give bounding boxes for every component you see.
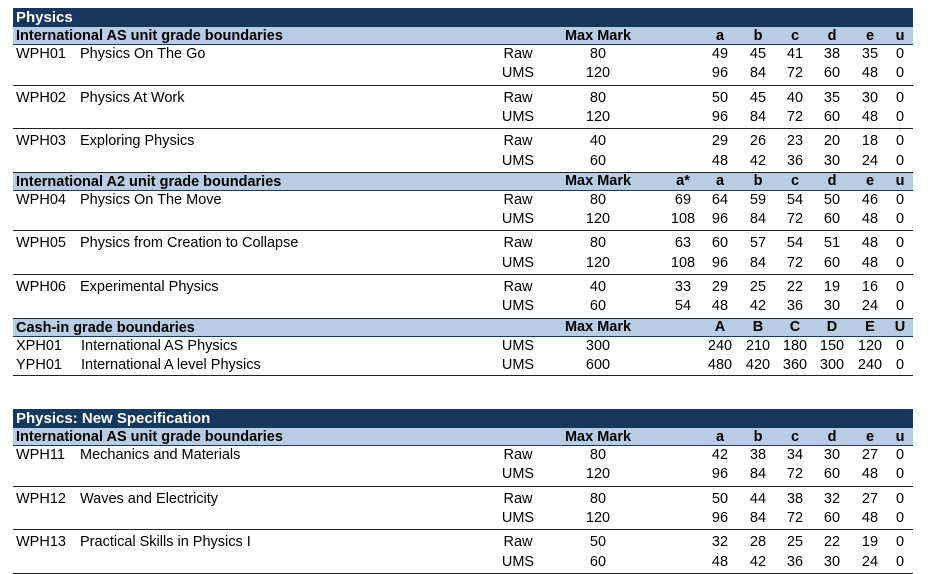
unit-name: Practical Skills in Physics I: [80, 534, 251, 551]
grade-boundary: 360: [782, 356, 808, 373]
grade-boundary: 64: [711, 191, 729, 208]
grade-boundary: 240: [707, 337, 733, 354]
grade-boundary: 48: [861, 509, 879, 526]
grade-boundary: 48: [861, 65, 879, 82]
max-mark: 300: [585, 337, 611, 354]
grade-boundary: 0: [895, 211, 905, 228]
grade-boundary: 69: [674, 191, 692, 208]
unit-separator: [13, 128, 913, 129]
grade-header: c: [790, 173, 800, 190]
grade-boundary: 16: [861, 279, 879, 295]
unit-code: XPH01: [16, 337, 62, 354]
grade-header: B: [752, 319, 764, 336]
unit-code: WPH06: [16, 279, 66, 295]
max-mark: 40: [589, 279, 607, 295]
grade-header: e: [865, 428, 875, 445]
unit-name: International AS Physics: [81, 337, 238, 354]
grade-boundary: 23: [786, 133, 804, 150]
grade-boundary: 29: [711, 133, 729, 150]
grade-boundary: 36: [786, 152, 804, 169]
unit-name: Mechanics and Materials: [80, 447, 241, 463]
grade-header: A: [714, 319, 726, 336]
max-mark: 80: [589, 89, 607, 106]
grade-header: u: [895, 173, 905, 190]
grade-boundary: 48: [711, 553, 729, 570]
grade-boundary: 38: [786, 490, 804, 507]
grade-boundary: 30: [823, 298, 841, 315]
max-mark: 120: [585, 509, 611, 526]
grade-boundary: 27: [861, 447, 879, 463]
grade-boundary: 44: [749, 490, 767, 507]
grade-header: u: [895, 27, 905, 44]
grade-boundary: 60: [823, 466, 841, 483]
grade-header: d: [827, 428, 837, 445]
mark-type: Raw: [503, 235, 533, 252]
unit-name: Experimental Physics: [80, 279, 219, 295]
unit-separator: [13, 274, 913, 275]
grade-boundary: 54: [786, 191, 804, 208]
grade-boundary: 84: [749, 108, 767, 125]
grade-boundary: 38: [749, 447, 767, 463]
grade-boundary: 60: [823, 65, 841, 82]
table-bottom-rule: [13, 375, 913, 376]
grade-boundary: 180: [782, 337, 808, 354]
grade-boundary: 96: [711, 254, 729, 271]
grade-boundary: 96: [711, 211, 729, 228]
grade-boundary: 0: [895, 298, 905, 315]
grade-header: a: [715, 428, 725, 445]
table-heading: International A2 unit grade boundaries: [16, 173, 282, 190]
grade-boundary: 25: [786, 534, 804, 551]
grade-boundary: 27: [861, 490, 879, 507]
max-mark: 120: [585, 65, 611, 82]
mark-type: Raw: [503, 89, 533, 106]
table-header: [13, 27, 913, 45]
grade-header: a: [715, 27, 725, 44]
max-mark-header: Max Mark: [564, 319, 632, 336]
max-mark: 80: [589, 490, 607, 507]
grade-boundary: 24: [861, 152, 879, 169]
grade-header: c: [790, 428, 800, 445]
grade-boundary: 24: [861, 298, 879, 315]
table-header: [13, 173, 913, 191]
grade-boundary: 48: [861, 466, 879, 483]
unit-code: WPH11: [16, 447, 65, 463]
grade-boundary: 38: [823, 46, 841, 62]
max-mark: 80: [589, 46, 607, 62]
grade-boundary: 0: [895, 235, 905, 252]
max-mark: 60: [589, 298, 607, 315]
max-mark: 600: [585, 356, 611, 373]
grade-boundary: 29: [711, 279, 729, 295]
grade-boundary: 35: [861, 46, 879, 62]
grade-boundary: 72: [786, 466, 804, 483]
max-mark-header: Max Mark: [564, 27, 632, 44]
grade-boundary: 41: [786, 46, 804, 62]
grade-boundary: 19: [861, 534, 879, 551]
grade-boundary: 50: [711, 89, 729, 106]
grade-boundary: 45: [749, 46, 767, 62]
grade-header: E: [865, 319, 875, 336]
section-title: Physics: New Specification: [13, 409, 913, 428]
max-mark-header: Max Mark: [564, 173, 632, 190]
grade-boundary: 32: [823, 490, 841, 507]
grade-boundary: 0: [895, 447, 905, 463]
grade-boundary: 18: [861, 133, 879, 150]
max-mark: 120: [585, 211, 611, 228]
grade-header: a*: [676, 173, 690, 190]
grade-boundary: 72: [786, 211, 804, 228]
grade-boundary: 210: [745, 337, 771, 354]
grade-boundary: 54: [786, 235, 804, 252]
grade-boundary: 48: [861, 254, 879, 271]
grade-boundary: 108: [670, 211, 696, 228]
grade-boundary: 36: [786, 553, 804, 570]
unit-separator: [13, 486, 913, 487]
mark-type: UMS: [501, 152, 535, 169]
max-mark: 50: [589, 534, 607, 551]
grade-boundary: 30: [861, 89, 879, 106]
grade-boundary: 28: [749, 534, 767, 551]
mark-type: UMS: [501, 466, 535, 483]
grade-boundary: 84: [749, 254, 767, 271]
max-mark: 40: [589, 133, 607, 150]
table-heading: International AS unit grade boundaries: [16, 28, 283, 44]
mark-type: Raw: [503, 534, 533, 551]
table-heading: International AS unit grade boundaries: [16, 429, 283, 445]
unit-name: Physics At Work: [80, 89, 185, 106]
unit-code: WPH01: [16, 46, 66, 62]
grade-header: u: [895, 428, 905, 445]
unit-name: Exploring Physics: [80, 133, 195, 150]
grade-boundary: 22: [786, 279, 804, 295]
grade-boundary: 0: [895, 152, 905, 169]
mark-type: Raw: [503, 447, 533, 463]
grade-boundary: 84: [749, 466, 767, 483]
grade-boundary: 0: [895, 191, 905, 208]
max-mark-header: Max Mark: [564, 428, 632, 445]
grade-boundary: 48: [861, 108, 879, 125]
grade-boundary: 36: [786, 298, 804, 315]
grade-boundary: 22: [823, 534, 841, 551]
mark-type: UMS: [501, 553, 535, 570]
grade-boundary: 120: [857, 337, 883, 354]
grade-boundary: 150: [819, 337, 845, 354]
grade-header: a: [715, 173, 725, 190]
grade-boundary: 48: [711, 298, 729, 315]
grade-boundary: 96: [711, 509, 729, 526]
grade-boundary: 33: [674, 279, 692, 295]
grade-boundary: 26: [749, 133, 767, 150]
grade-boundary: 96: [711, 65, 729, 82]
grade-boundary: 35: [823, 89, 841, 106]
grade-boundary: 0: [895, 279, 905, 295]
unit-separator: [13, 529, 913, 530]
mark-type: Raw: [503, 490, 533, 507]
grade-boundary: 30: [823, 447, 841, 463]
grade-boundary: 57: [749, 235, 767, 252]
grade-boundary: 59: [749, 191, 767, 208]
grade-boundary: 20: [823, 133, 841, 150]
grade-boundary: 48: [861, 235, 879, 252]
mark-type: Raw: [503, 279, 533, 295]
grade-boundary: 51: [823, 235, 841, 252]
grade-boundary: 46: [861, 191, 879, 208]
grade-boundary: 0: [895, 254, 905, 271]
grade-boundary: 0: [895, 89, 905, 106]
max-mark: 120: [585, 466, 611, 483]
grade-boundary: 72: [786, 108, 804, 125]
mark-type: UMS: [501, 298, 535, 315]
grade-boundary: 108: [670, 254, 696, 271]
grade-boundary: 30: [823, 553, 841, 570]
grade-boundary: 84: [749, 211, 767, 228]
grade-header: e: [865, 173, 875, 190]
grade-boundary: 0: [895, 509, 905, 526]
unit-name: Physics On The Move: [80, 191, 222, 208]
mark-type: UMS: [501, 65, 535, 82]
mark-type: Raw: [503, 46, 533, 62]
grade-boundary: 48: [861, 211, 879, 228]
unit-name: Waves and Electricity: [80, 490, 219, 507]
grade-header: b: [753, 173, 763, 190]
grade-boundary: 0: [895, 65, 905, 82]
section-title: Physics: [13, 8, 913, 27]
unit-name: International A level Physics: [81, 356, 261, 373]
unit-code: WPH03: [16, 133, 66, 150]
mark-type: UMS: [501, 108, 535, 125]
unit-code: WPH02: [16, 89, 66, 106]
grade-boundary: 96: [711, 108, 729, 125]
unit-name: Physics from Creation to Collapse: [80, 235, 299, 252]
unit-separator: [13, 85, 913, 86]
table-heading: Cash-in grade boundaries: [16, 319, 195, 336]
grade-boundary: 50: [823, 191, 841, 208]
grade-boundary: 84: [749, 65, 767, 82]
grade-boundary: 25: [749, 279, 767, 295]
grade-boundary: 42: [711, 447, 729, 463]
grade-boundary: 420: [745, 356, 771, 373]
grade-boundary: 60: [823, 211, 841, 228]
grade-boundary: 0: [895, 553, 905, 570]
max-mark: 120: [585, 108, 611, 125]
grade-boundary: 72: [786, 509, 804, 526]
grade-boundary: 0: [895, 534, 905, 551]
mark-type: UMS: [501, 254, 535, 271]
grade-boundary: 72: [786, 65, 804, 82]
grade-boundary: 240: [857, 356, 883, 373]
max-mark: 80: [589, 447, 607, 463]
mark-type: UMS: [501, 337, 535, 354]
grade-boundary: 480: [707, 356, 733, 373]
grade-boundary: 30: [823, 152, 841, 169]
grade-boundary: 40: [786, 89, 804, 106]
grade-header: D: [826, 319, 838, 336]
max-mark: 120: [585, 254, 611, 271]
grade-header: C: [789, 319, 801, 336]
grade-header: d: [827, 27, 837, 44]
grade-header: d: [827, 173, 837, 190]
grade-boundary: 0: [895, 356, 905, 373]
grade-boundary: 60: [823, 254, 841, 271]
mark-type: UMS: [501, 356, 535, 373]
grade-boundary: 300: [819, 356, 845, 373]
grade-boundary: 49: [711, 46, 729, 62]
grade-boundary: 32: [711, 534, 729, 551]
grade-boundary: 42: [749, 553, 767, 570]
grade-boundary: 0: [895, 337, 905, 354]
grade-header: b: [753, 27, 763, 44]
grade-boundary: 60: [823, 509, 841, 526]
grade-boundary: 96: [711, 466, 729, 483]
unit-code: WPH05: [16, 235, 66, 252]
grade-header: c: [790, 27, 800, 44]
grade-boundary: 24: [861, 553, 879, 570]
grade-boundary: 72: [786, 254, 804, 271]
unit-code: WPH04: [16, 191, 66, 208]
grade-boundary: 0: [895, 490, 905, 507]
table-header: [13, 319, 913, 337]
grade-boundary: 42: [749, 152, 767, 169]
max-mark: 60: [589, 553, 607, 570]
unit-code: WPH13: [16, 534, 66, 551]
unit-separator: [13, 230, 913, 231]
grade-boundary: 42: [749, 298, 767, 315]
grade-boundary: 84: [749, 509, 767, 526]
grade-boundary: 63: [674, 235, 692, 252]
unit-name: Physics On The Go: [80, 46, 206, 62]
grade-boundary: 50: [711, 490, 729, 507]
mark-type: UMS: [501, 509, 535, 526]
grade-boundary: 0: [895, 133, 905, 150]
mark-type: Raw: [503, 133, 533, 150]
grade-boundary: 54: [674, 298, 692, 315]
grade-boundary: 60: [711, 235, 729, 252]
grade-boundary: 48: [711, 152, 729, 169]
grade-header: e: [865, 27, 875, 44]
grade-boundary: 34: [786, 447, 804, 463]
grade-boundary: 0: [895, 46, 905, 62]
max-mark: 60: [589, 152, 607, 169]
grade-boundary: 0: [895, 108, 905, 125]
unit-code: WPH12: [16, 490, 66, 507]
unit-code: YPH01: [16, 356, 62, 373]
grade-boundary: 0: [895, 466, 905, 483]
grade-header: U: [894, 319, 906, 336]
mark-type: Raw: [503, 191, 533, 208]
table-header: [13, 428, 913, 446]
grade-boundary: 19: [823, 279, 841, 295]
grade-header: b: [753, 428, 763, 445]
grade-boundary: 45: [749, 89, 767, 106]
max-mark: 80: [589, 235, 607, 252]
grade-boundary: 60: [823, 108, 841, 125]
mark-type: UMS: [501, 211, 535, 228]
max-mark: 80: [589, 191, 607, 208]
